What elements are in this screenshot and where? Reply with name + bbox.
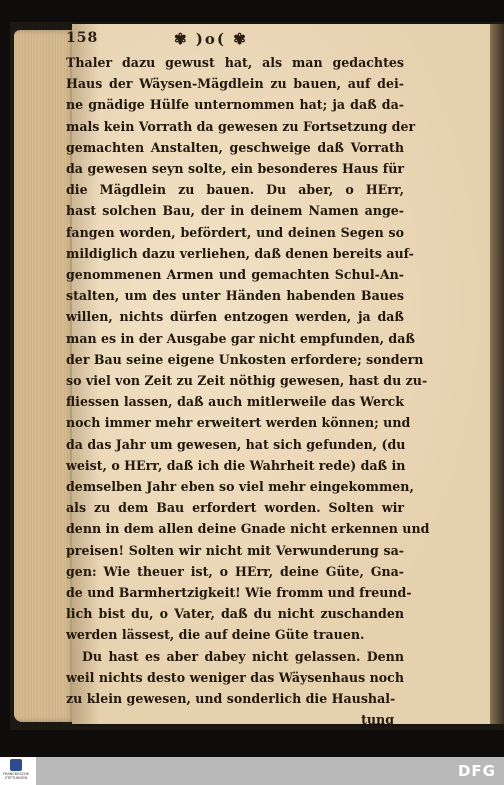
text-line: da das Jahr um gewesen, hat sich gefunden, (du <box>66 436 406 452</box>
text-line: hast solchen Bau, der in deinem Namen ange- <box>66 203 404 219</box>
text-line: fangen worden, befördert, und deinen Segen so <box>66 224 404 240</box>
viewer-footer <box>0 757 504 785</box>
logo-caption: FRANCKESCHE STIFTUNGEN <box>3 772 29 780</box>
text-line: mildiglich dazu verliehen, daß denen bereits auf- <box>66 245 414 261</box>
text-line: zu klein gewesen, und sonderlich die Haushal- <box>66 691 396 707</box>
text-line: die Mägdlein zu bauen. Du aber, o HErr, <box>66 182 404 198</box>
dfg-logo[interactable]: DFG <box>457 762 496 780</box>
page-number: 158 <box>66 30 99 46</box>
text-line: als zu dem Bau erfordert worden. Solten wir <box>66 500 404 516</box>
header-ornament: ✾ )o( ✾ <box>174 30 248 48</box>
text-line: noch immer mehr erweitert werden können; und <box>66 415 411 431</box>
text-line: preisen! Solten wir nicht mit Verwunderung sa- <box>66 542 404 558</box>
text-line: Du hast es aber dabey nicht gelassen. Denn <box>82 648 404 664</box>
text-line: so viel von Zeit zu Zeit nöthig gewesen, hast du zu- <box>66 373 428 389</box>
text-line: genommenen Armen und gemachten Schul-An- <box>66 267 404 283</box>
text-line: ne gnädige Hülfe unternommen hat; ja daß da- <box>66 97 404 113</box>
text-line: Haus der Wäysen-Mägdlein zu bauen, auf dei- <box>66 76 404 92</box>
page-text <box>66 52 430 731</box>
catchword: tung <box>361 712 394 728</box>
text-line: weil nichts desto weniger das Wäysenhaus noch <box>66 669 404 685</box>
text-line: demselben Jahr eben so viel mehr eingekommen, <box>66 479 414 495</box>
text-line: denn in dem allen deine Gnade nicht erkennen und <box>66 521 430 537</box>
text-line: da gewesen seyn solte, ein besonderes Haus für <box>66 161 404 177</box>
page-right-edge <box>490 24 504 724</box>
text-line: weist, o HErr, daß ich die Wahrheit rede) daß in <box>66 457 406 473</box>
text-line: gen: Wie theuer ist, o HErr, deine Güte, Gna- <box>66 563 404 579</box>
text-line: willen, nichts dürfen entzogen werden, ja daß <box>66 309 404 325</box>
text-line: de und Barmhertzigkeit! Wie fromm und freund- <box>66 585 412 601</box>
footer-strip <box>36 757 504 785</box>
page-header <box>66 30 484 52</box>
franckesche-stiftungen-logo[interactable] <box>3 759 29 783</box>
foundation-emblem-icon <box>10 759 22 771</box>
text-line: stalten, um des unter Händen habenden Baues <box>66 288 404 304</box>
text-line: fliessen lassen, daß auch mitlerweile das Werck <box>66 394 404 410</box>
text-line: man es in der Ausgabe gar nicht empfunden, daß <box>66 330 415 346</box>
text-line: Thaler dazu gewust hat, als man gedachtes <box>66 55 404 70</box>
text-line: lich bist du, o Vater, daß du nicht zuschanden <box>66 606 404 622</box>
text-line: werden lässest, die auf deine Güte trauen. <box>66 627 365 643</box>
text-line: gemachten Anstalten, geschweige daß Vorrath <box>66 139 404 155</box>
text-line: der Bau seine eigene Unkosten erfordere; sondern <box>66 351 424 367</box>
text-line: mals kein Vorrath da gewesen zu Fortsetzung der <box>66 118 416 134</box>
